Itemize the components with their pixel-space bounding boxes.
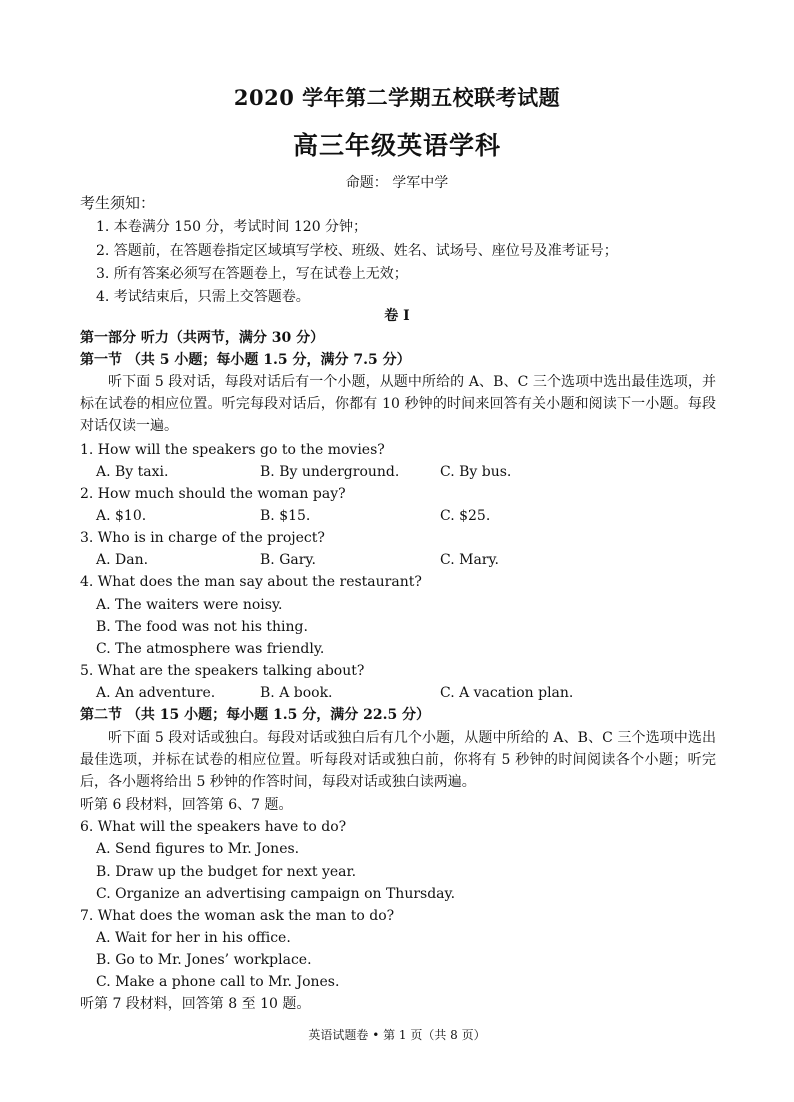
part1-heading: 第一部分 听力（共两节，满分 30 分）: [80, 330, 325, 346]
option-c: C. The atmosphere was friendly.: [96, 641, 325, 657]
material-7-note: 听第 7 段材料，回答第 8 至 10 题。: [80, 996, 311, 1012]
option-a: A. Wait for her in his office.: [96, 930, 291, 946]
notice-item: 4. 考试结束后，只需上交答题卷。: [96, 289, 310, 305]
question-4: 4. What does the man say about the restaurant?: [80, 574, 422, 590]
option-a: A. The waiters were noisy.: [96, 597, 283, 613]
question-7: 7. What does the woman ask the man to do?: [80, 908, 395, 924]
material-6-note: 听第 6 段材料，回答第 6、7 题。: [80, 797, 293, 813]
section2-instructions: 听下面 5 段对话或独白。每段对话或独白后有几个小题，从题中所给的 A、B、C 三个选项中选出最佳选项，并标在试卷的相应位置。听每段对话或独白前，你将有 5 秒钟的时间阅读各个小题；听完后，各小题将给出 5 秒钟的作答时间，每段对话或独白读两遍。: [80, 730, 716, 790]
option-b: B. By underground.: [260, 464, 400, 480]
option-c: C. A vacation plan.: [440, 685, 574, 701]
option-a: A. Dan.: [96, 552, 149, 568]
volume-label: 卷 I: [384, 308, 410, 324]
option-b: B. Go to Mr. Jones’ workplace.: [96, 952, 312, 968]
question-1: 1. How will the speakers go to the movies?: [80, 442, 385, 458]
notice-heading: 考生须知：: [80, 194, 156, 212]
question-3: 3. Who is in charge of the project?: [80, 530, 325, 546]
option-b: B. $15.: [260, 508, 311, 524]
page-footer: 英语试题卷 • 第 1 页（共 8 页）: [308, 1028, 486, 1042]
question-5: 5. What are the speakers talking about?: [80, 663, 365, 679]
option-b: B. A book.: [260, 685, 333, 701]
option-a: A. $10.: [96, 508, 147, 524]
option-c: C. $25.: [440, 508, 491, 524]
option-c: C. By bus.: [440, 464, 512, 480]
section1-instructions: 听下面 5 段对话，每段对话后有一个小题，从题中所给的 A、B、C 三个选项中选出最佳选项，并标在试卷的相应位置。听完每段对话后，你都有 10 秒钟的时间来回答有关小题和阅读下一小题。每段对话仅读一遍。: [80, 374, 716, 434]
notice-item: 3. 所有答案必须写在答题卷上，写在试卷上无效；: [96, 266, 408, 282]
section2-heading: 第二节 （共 15 小题；每小题 1.5 分，满分 22.5 分）: [80, 707, 431, 723]
option-a: A. By taxi.: [96, 464, 169, 480]
option-c: C. Mary.: [440, 552, 499, 568]
exam-author: 命题： 学军中学: [345, 175, 449, 191]
option-b: B. Gary.: [260, 552, 316, 568]
question-6: 6. What will the speakers have to do?: [80, 819, 347, 835]
section1-heading: 第一节 （共 5 小题；每小题 1.5 分，满分 7.5 分）: [80, 352, 411, 368]
option-a: A. Send figures to Mr. Jones.: [96, 841, 300, 857]
option-a: A. An adventure.: [96, 685, 216, 701]
notice-item: 2. 答题前，在答题卷指定区域填写学校、班级、姓名、试场号、座位号及准考证号；: [96, 243, 618, 259]
option-b: B. The food was not his thing.: [96, 619, 308, 635]
question-2: 2. How much should the woman pay?: [80, 486, 346, 502]
option-c: C. Organize an advertising campaign on Thursday.: [96, 886, 456, 902]
option-c: C. Make a phone call to Mr. Jones.: [96, 974, 340, 990]
exam-subtitle: 高三年级英语学科: [292, 131, 501, 160]
option-b: B. Draw up the budget for next year.: [96, 864, 357, 880]
notice-item: 1. 本卷满分 150 分，考试时间 120 分钟；: [96, 219, 368, 235]
exam-title: 2020 学年第二学期五校联考试题: [233, 85, 561, 110]
